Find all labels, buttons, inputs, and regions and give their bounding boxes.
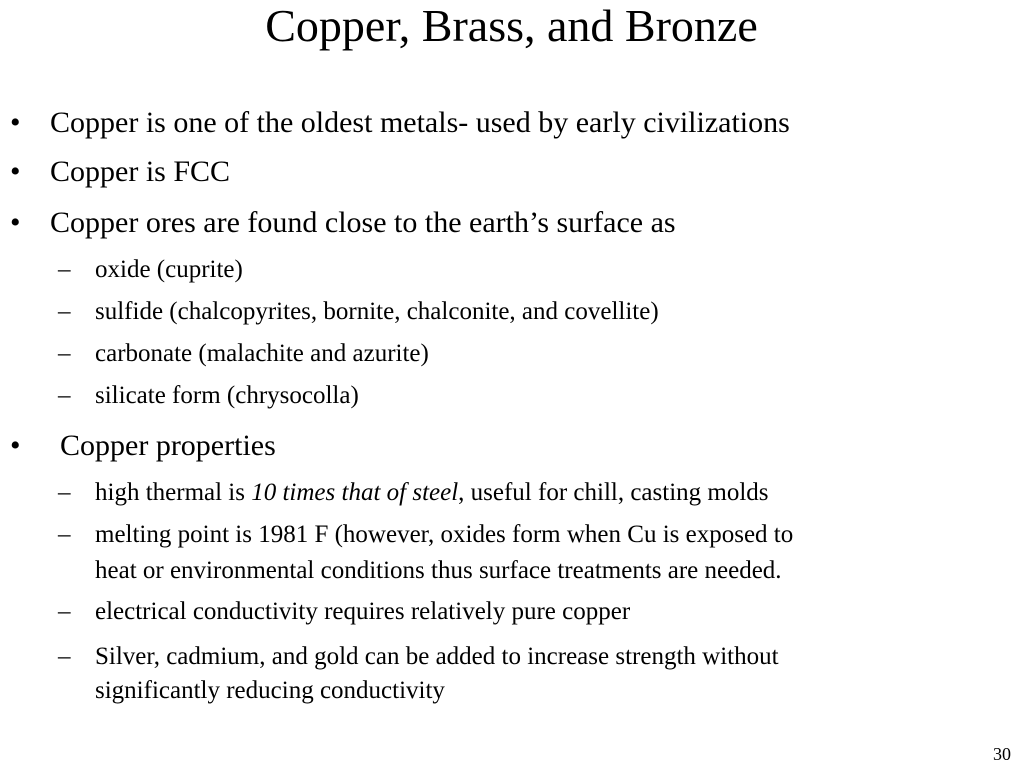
sub-mark: –: [58, 382, 71, 409]
sub-text: [95, 476, 769, 510]
sub-mark: –: [58, 340, 71, 367]
bullet-mark: •: [10, 206, 21, 239]
sub-text-continuation: heat or environmental conditions thus surface treatments are needed.: [95, 557, 782, 584]
sub-mark: –: [58, 521, 71, 548]
bullet-mark: •: [10, 155, 21, 188]
sub-text: carbonate (malachite and azurite): [95, 340, 429, 367]
bullet-text: Copper ores are found close to the earth’s surface as: [50, 206, 676, 239]
thermal-text-italic: 10 times that of steel: [251, 479, 459, 506]
sub-text: silicate form (chrysocolla): [95, 382, 359, 409]
sub-text: Silver, cadmium, and gold can be added to increase strength without: [95, 643, 779, 670]
bullet-mark: •: [10, 429, 21, 462]
sub-text: melting point is 1981 F (however, oxides form when Cu is exposed to: [95, 521, 794, 548]
sub-mark: –: [58, 598, 71, 625]
sub-mark: –: [58, 643, 71, 670]
bullet-text: Copper is FCC: [50, 155, 231, 188]
bullet-text: Copper properties: [60, 429, 276, 462]
sub-text: oxide (cuprite): [95, 256, 243, 283]
thermal-text-before: high thermal is: [95, 479, 252, 506]
sub-text: electrical conductivity requires relatively pure copper: [95, 598, 631, 625]
bullet-text: Copper is one of the oldest metals- used by early civilizations: [50, 106, 790, 139]
sub-text: sulfide (chalcopyrites, bornite, chalconite, and covellite): [95, 298, 659, 325]
sub-mark: –: [58, 479, 71, 506]
sub-mark: –: [58, 256, 71, 283]
page-number: 30: [993, 744, 1011, 764]
sub-mark: –: [58, 298, 71, 325]
bullet-mark: •: [10, 106, 21, 139]
slide-title: Copper, Brass, and Bronze: [265, 0, 758, 51]
sub-text-continuation: significantly reducing conductivity: [95, 677, 445, 704]
thermal-text-after: , useful for chill, casting molds: [458, 479, 769, 506]
